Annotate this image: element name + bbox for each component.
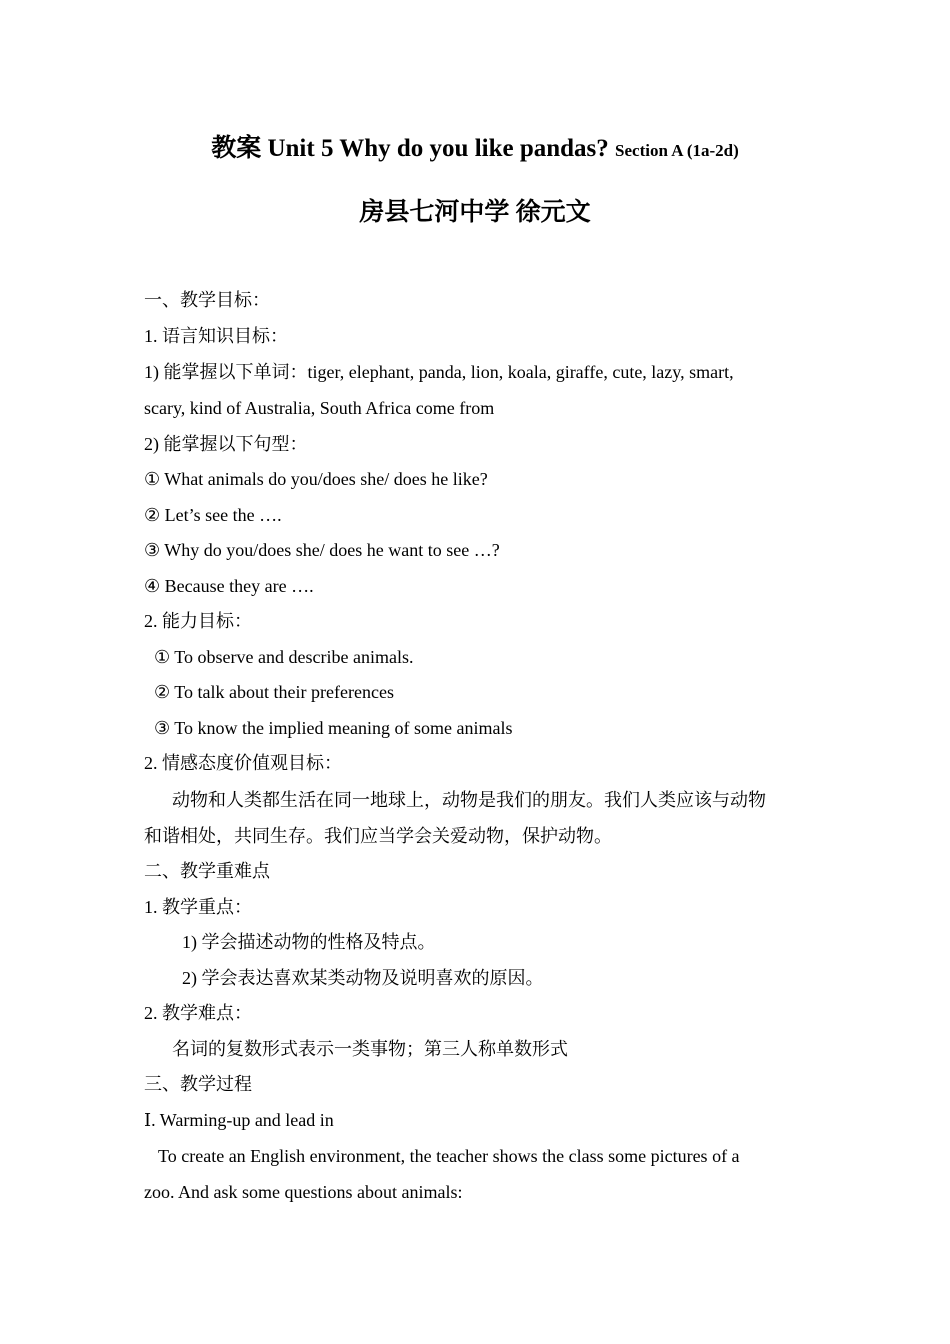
section-heading: 二、教学重难点	[144, 861, 270, 881]
section-heading: 一、教学目标：	[144, 290, 270, 310]
title-section: Section A (1a-2d)	[615, 141, 739, 160]
paragraph-line: To create an English environment, the teacher shows the class some pictures of a	[158, 1146, 740, 1166]
subheading: 1. 语言知识目标：	[144, 325, 288, 346]
list-item: ③ To know the implied meaning of some animals	[154, 717, 513, 738]
author-line: 房县七河中学 徐元文	[359, 199, 591, 226]
list-item: ① To observe and describe animals.	[154, 646, 414, 667]
paragraph-line: zoo. And ask some questions about animals:	[144, 1182, 463, 1202]
subheading: 2. 教学难点：	[144, 1003, 252, 1023]
subheading: 2. 能力目标：	[144, 611, 252, 631]
subheading: 2. 情感态度价值观目标：	[144, 753, 342, 773]
document-body	[144, 283, 824, 1211]
paragraph-line: 和谐相处，共同生存。我们应当学会关爱动物，保护动物。	[144, 825, 612, 846]
paragraph-line: 1) 能掌握以下单词：tiger, elephant, panda, lion, koala, giraffe, cute, lazy, smart,	[144, 362, 734, 382]
paragraph-line: 动物和人类都生活在同一地球上，动物是我们的朋友。我们人类应该与动物	[172, 789, 766, 810]
subheading: Ⅰ. Warming-up and lead in	[144, 1109, 334, 1130]
title-main: 教案 Unit 5 Why do you like pandas?	[211, 135, 609, 162]
list-item: ④ Because they are ….	[144, 575, 314, 596]
list-item: 2) 学会表达喜欢某类动物及说明喜欢的原因。	[182, 967, 544, 988]
list-item: ① What animals do you/does she/ does he like?	[144, 469, 488, 489]
list-item: 1) 学会描述动物的性格及特点。	[182, 932, 436, 952]
subheading: 2) 能掌握以下句型：	[144, 433, 308, 454]
section-heading: 三、教学过程	[144, 1074, 252, 1094]
subheading: 1. 教学重点：	[144, 896, 252, 917]
document-title	[0, 132, 950, 168]
list-item: ② Let’s see the ….	[144, 504, 282, 525]
paragraph-line: scary, kind of Australia, South Africa come from	[144, 398, 495, 418]
list-item: ③ Why do you/does she/ does he want to see …?	[144, 540, 500, 560]
paragraph-line: 名词的复数形式表示一类事物；第三人称单数形式	[172, 1038, 568, 1059]
list-item: ② To talk about their preferences	[154, 682, 394, 702]
